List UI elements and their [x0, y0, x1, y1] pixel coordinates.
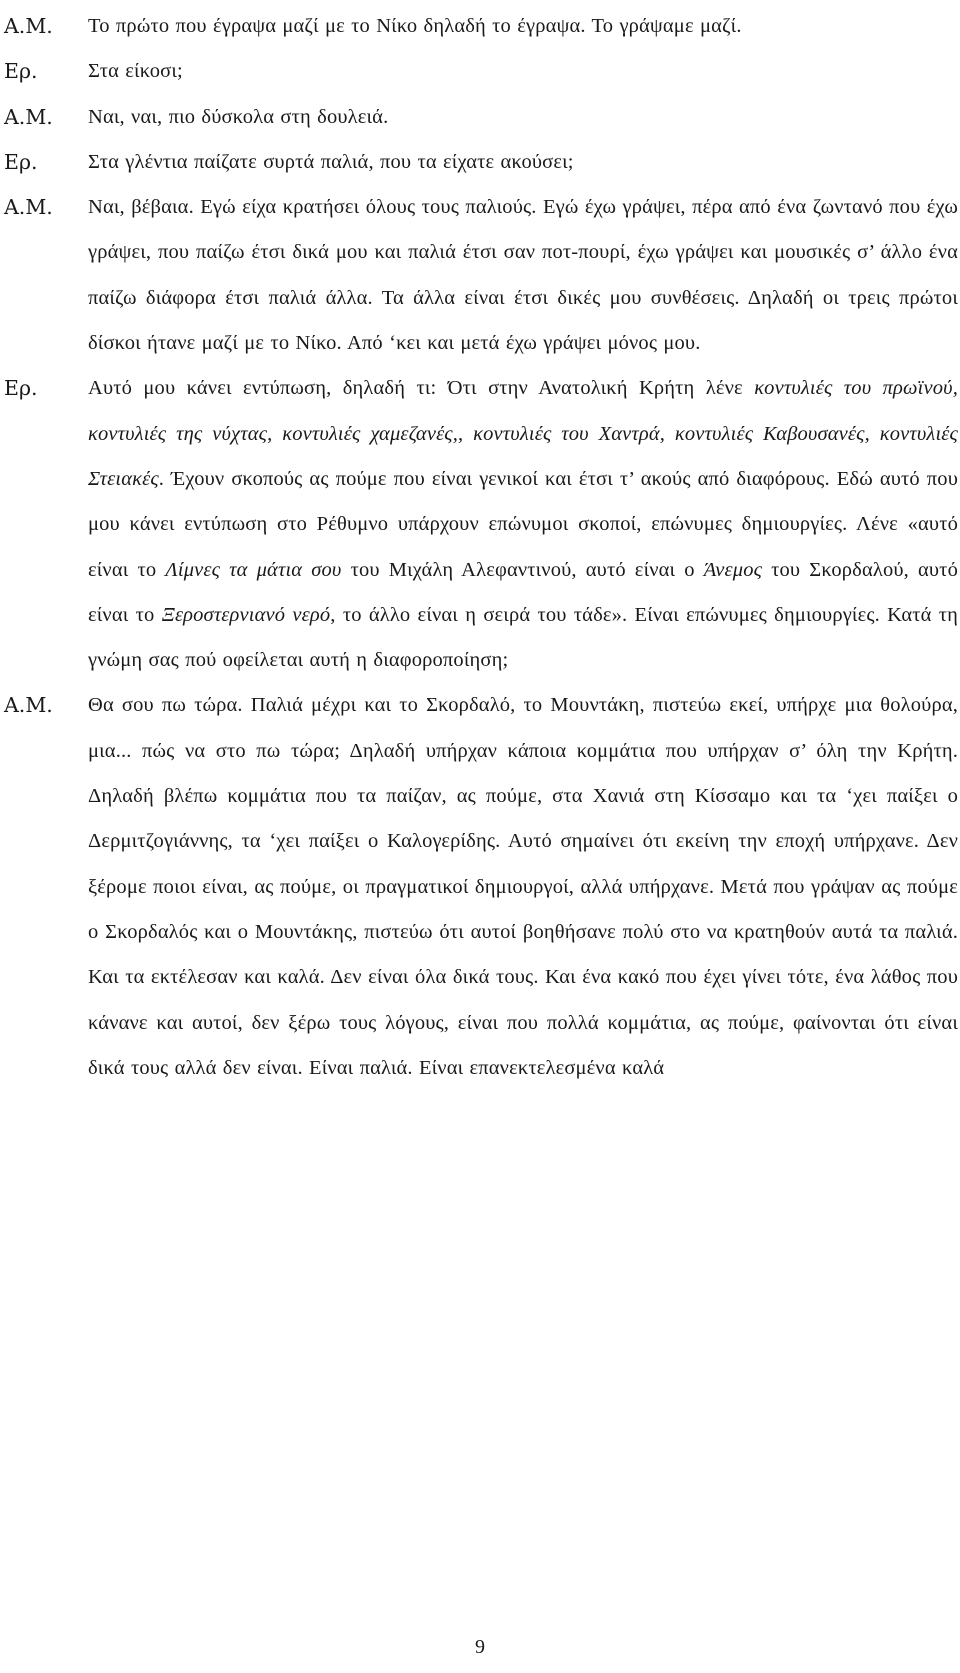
- speaker-label: Α.Μ.: [4, 195, 53, 220]
- transcript-entry: [0, 366, 960, 683]
- text-segment: Ναι, βέβαια. Εγώ είχα κρατήσει όλους τους παλιούς. Εγώ έχω γράψει, πέρα από ένα ζωντανό που έχω γράψει, που παίζω έτσι δικά μου και παλιά έτσι σαν ποτ-πουρί, έχω γράψει και μουσικές σ’ άλλο ένα παίζω διάφορα έτσι παλιά άλλα. Τα άλλα είναι έτσι δικές μου συνθέσεις. Δηλαδή οι τρεις πρώτοι δίσκοι ήτανε μαζί με το Νίκο. Από ‘κει και μετά έχω γράψει μόνος μου.: [88, 196, 958, 355]
- italic-text-segment: κοντυλιές του πρωϊνού, κοντυλιές της νύχτας, κοντυλιές χαμεζανές,, κοντυλιές του Χαντρά, κοντυλιές Καβουσανές, κοντυλιές Στειακές: [88, 377, 958, 490]
- speaker-label: Α.Μ.: [4, 693, 53, 718]
- text-segment: Στα γλέντια παίζατε συρτά παλιά, που τα είχατε ακούσει;: [88, 150, 574, 173]
- text-segment: Στα είκοσι;: [88, 60, 183, 83]
- entry-text: [88, 95, 958, 140]
- speaker-label: Ερ.: [4, 149, 38, 174]
- interview-transcript: [0, 4, 960, 1091]
- text-segment: Ναι, ναι, πιο δύσκολα στη δουλειά.: [88, 105, 389, 128]
- text-segment: Αυτό μου κάνει εντύπωση, δηλαδή τι: Ότι στην Ανατολική Κρήτη λένε: [88, 377, 755, 400]
- text-segment: του Μιχάλη Αλεφαντινού, αυτό είναι ο: [341, 558, 704, 581]
- italic-text-segment: Λίμνες τα μάτια σου: [165, 558, 342, 581]
- speaker-label: Ερ.: [4, 376, 38, 401]
- entry-text: [88, 185, 958, 366]
- speaker-label: Α.Μ.: [4, 14, 53, 38]
- transcript-entry: [0, 4, 960, 49]
- speaker-label: Α.Μ.: [4, 104, 53, 129]
- text-segment: . Έχουν σκοπούς ας πούμε που είναι γενικοί και έτσι τ’ ακούς από διαφόρους. Εδώ αυτό που μου κάνει εντύπωση στο Ρέθυμνο υπάρχουν επώνυμοι σκοποί, επώνυμες δημιουργίες. Λένε «αυτό είναι το: [88, 467, 958, 581]
- italic-text-segment: Ξεροστερνιανό νερό: [161, 603, 331, 626]
- entry-text: [88, 49, 958, 94]
- text-segment: του Σκορδαλού, αυτό είναι το: [88, 558, 958, 626]
- transcript-entry: [0, 49, 960, 94]
- text-segment: Θα σου πω τώρα. Παλιά μέχρι και το Σκορδαλό, το Μουντάκη, πιστεύω εκεί, υπήρχε μια θολούρα, μια... πώς να στο πω τώρα; Δηλαδή υπήρχαν κάποια κομμάτια που υπήρχαν σ’ όλη την Κρήτη. Δηλαδή βλέπω κομμάτια που τα παίζαν, ας πούμε, στα Χανιά στη Κίσσαμο και τα ‘χει παίξει ο Δερμιτζογιάννης, τα ‘χει παίξει ο Καλογερίδης. Αυτό σημαίνει ότι εκείνη την εποχή υπήρχανε. Δεν ξέρομε ποιοι είναι, ας πούμε, οι πραγματικοί δημιουργοί, αλλά υπήρχανε. Μετά που γράψαν ας πούμε ο Σκορδαλός και ο Μουντάκης, πιστεύω ότι αυτοί βοηθήσανε πολύ στο να κρατηθούν αυτά τα παλιά. Και τα εκτέλεσαν και καλά. Δεν είναι όλα δικά τους. Και ένα κακό που έχει γίνει τότε, ένα λάθος που κάνανε και αυτοί, δεν ξέρω τους λόγους, είναι που πολλά κομμάτια, ας πούμε, φαίνονται ότι είναι δικά τους αλλά δεν είναι. Είναι παλιά. Είναι επανεκτελεσμένα καλά: [88, 694, 958, 1079]
- entry-text: [88, 366, 958, 683]
- entry-text: [88, 4, 958, 49]
- transcript-entry: [0, 140, 960, 185]
- text-segment: , το άλλο είναι η σειρά του τάδε». Είναι επώνυμες δημιουργίες. Κατά τη γνώμη σας πού οφείλεται αυτή η διαφοροποίηση;: [88, 603, 958, 672]
- transcript-entry: [0, 185, 960, 366]
- text-segment: Το πρώτο που έγραψα μαζί με το Νίκο δηλαδή το έγραψα. Το γράψαμε μαζί.: [88, 15, 742, 37]
- entry-text: [88, 683, 958, 1091]
- transcript-entry: [0, 683, 960, 1091]
- entry-text: [88, 140, 958, 185]
- transcript-entry: [0, 95, 960, 140]
- speaker-label: Ερ.: [4, 59, 38, 84]
- italic-text-segment: Άνεμος: [703, 558, 763, 581]
- page-number: 9: [475, 1636, 485, 1658]
